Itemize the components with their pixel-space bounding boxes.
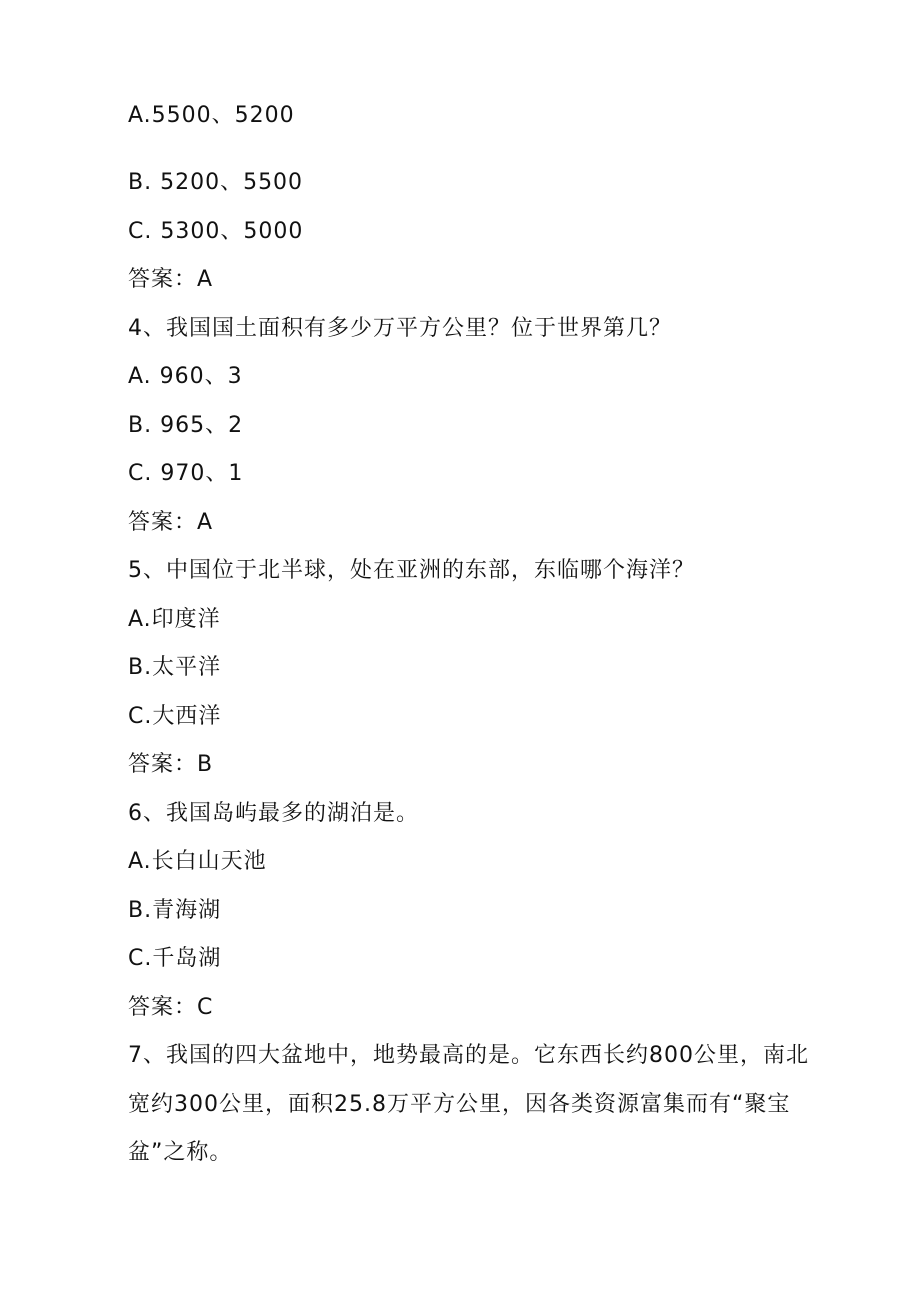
answer-q6: 答案：C bbox=[128, 995, 214, 1020]
option-a-q5: A.印度洋 bbox=[128, 607, 221, 632]
option-c-q4: C. 970、1 bbox=[128, 461, 244, 486]
answer-q4: 答案：A bbox=[128, 510, 214, 535]
option-b-q3: B. 5200、5500 bbox=[128, 170, 304, 195]
answer-q5: 答案：B bbox=[128, 752, 214, 777]
option-a-q4: A. 960、3 bbox=[128, 364, 243, 389]
option-c-q6: C.千岛湖 bbox=[128, 946, 222, 971]
option-c-q3: C. 5300、5000 bbox=[128, 219, 304, 244]
question-7-line-2: 宽约300公里，面积25.8万平方公里，因各类资源富集而有“聚宝 bbox=[128, 1092, 791, 1117]
option-b-q6: B.青海湖 bbox=[128, 898, 222, 923]
option-a-q3: A.5500、5200 bbox=[128, 103, 295, 128]
question-4: 4、我国国土面积有多少万平方公里？位于世界第几？ bbox=[128, 316, 672, 341]
question-5: 5、中国位于北半球，处在亚洲的东部，东临哪个海洋？ bbox=[128, 558, 695, 583]
option-c-q5: C.大西洋 bbox=[128, 704, 222, 729]
option-b-q4: B. 965、2 bbox=[128, 413, 244, 438]
answer-q3: 答案：A bbox=[128, 267, 214, 292]
question-6: 6、我国岛屿最多的湖泊是。 bbox=[128, 801, 419, 826]
question-7-line-3: 盆”之称。 bbox=[128, 1140, 233, 1165]
option-b-q5: B.太平洋 bbox=[128, 655, 222, 680]
option-a-q6: A.长白山天池 bbox=[128, 849, 267, 874]
question-7-line-1: 7、我国的四大盆地中，地势最高的是。它东西长约800公里，南北 bbox=[128, 1043, 809, 1068]
